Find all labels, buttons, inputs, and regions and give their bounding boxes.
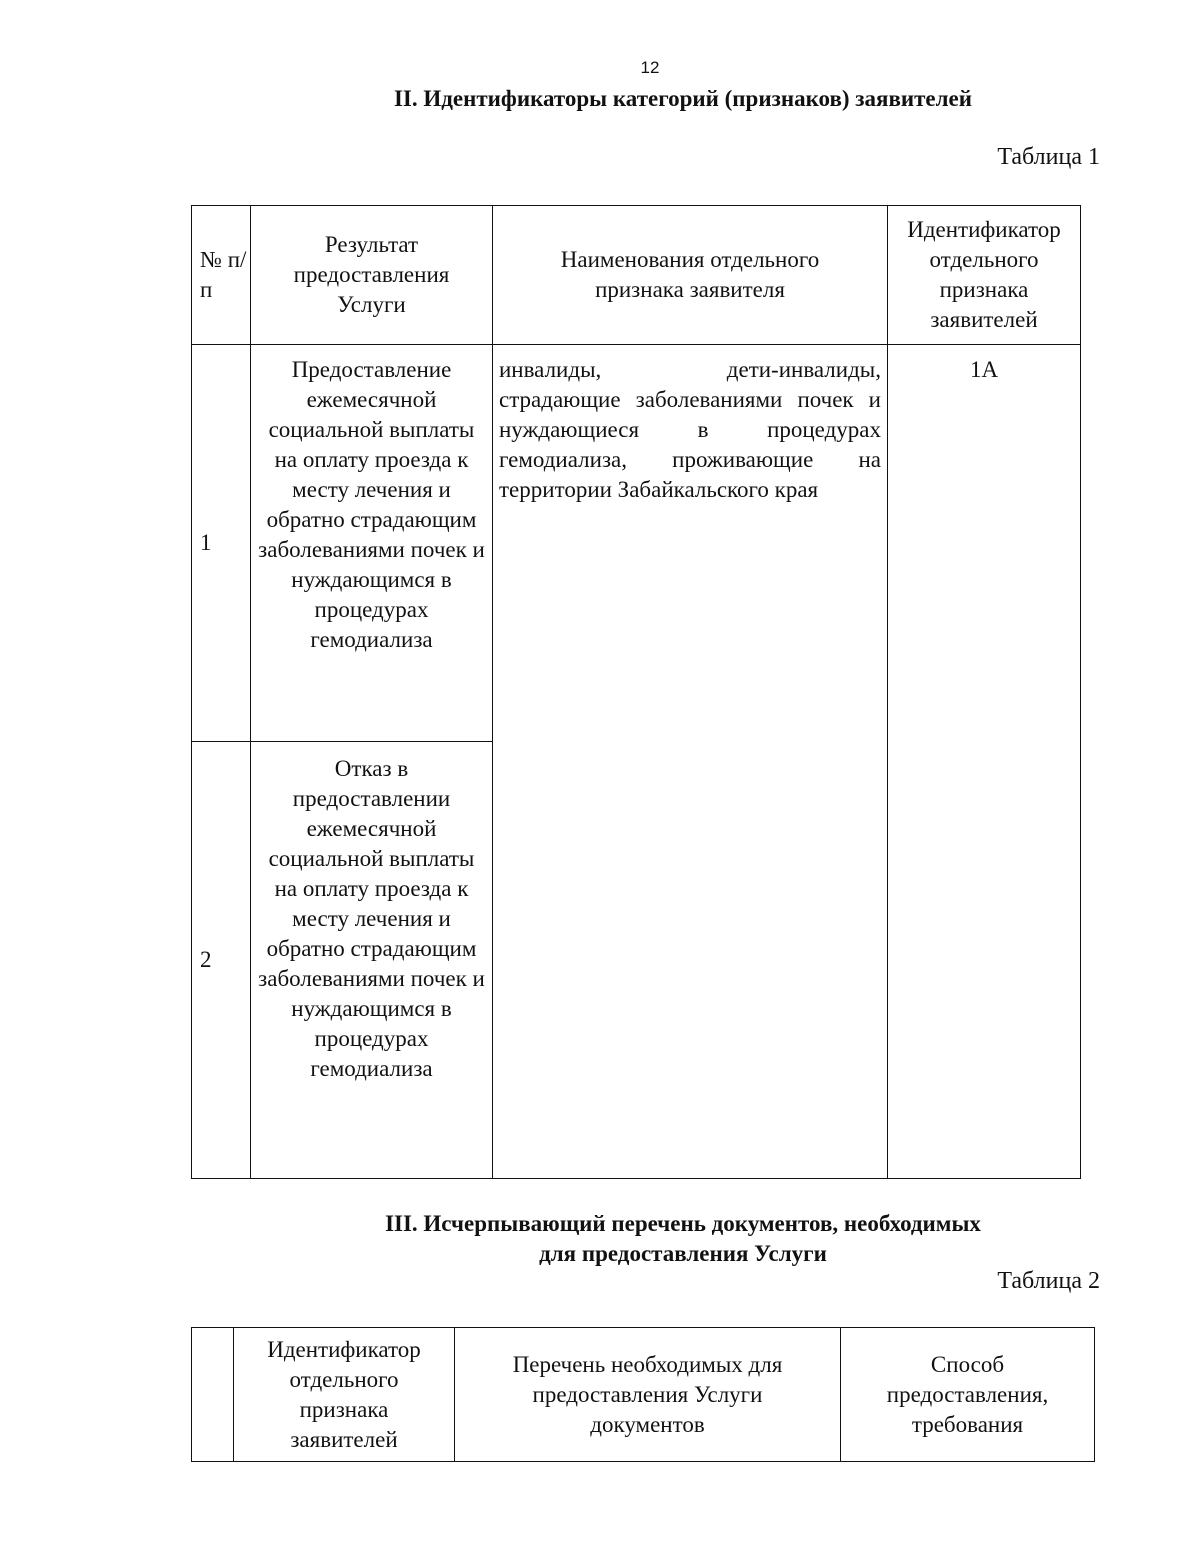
header-num bbox=[192, 1328, 234, 1462]
page-number: 12 bbox=[640, 58, 660, 77]
table-2-caption: Таблица 2 bbox=[997, 1268, 1100, 1294]
section-3-title bbox=[0, 1209, 1200, 1269]
table-1-header-row bbox=[192, 206, 1081, 345]
applicant-categories-table bbox=[191, 205, 1081, 1179]
row-2-num: 2 bbox=[192, 742, 251, 1179]
section-3-title-line-1: III. Исчерпывающий перечень документов, необходимых bbox=[385, 1211, 981, 1236]
identifier-cell: 1А bbox=[888, 345, 1081, 1179]
header-num: № п/п bbox=[192, 206, 251, 345]
section-2-title: II. Идентификаторы категорий (признаков) заявителей bbox=[393, 86, 973, 111]
documents-table bbox=[191, 1327, 1095, 1462]
header-identifier: Идентификатор отдельного признака заявителей bbox=[234, 1328, 455, 1462]
row-2-result: Отказ в предоставлении ежемесячной социальной выплаты на оплату проезда к месту лечения и обратно страдающим заболеваниями почек и нуждающимся в процедурах гемодиализа bbox=[251, 742, 493, 1179]
table-row bbox=[192, 345, 1081, 742]
header-documents: Перечень необходимых для предоставления Услуги документов bbox=[455, 1328, 841, 1462]
header-method: Способ предоставления, требования bbox=[841, 1328, 1095, 1462]
header-result: Результат предоставления Услуги bbox=[251, 206, 493, 345]
row-1-num: 1 bbox=[192, 345, 251, 742]
section-3-title-line-2: для предоставления Услуги bbox=[539, 1241, 827, 1266]
header-identifier: Идентификатор отдельного признака заявителей bbox=[888, 206, 1081, 345]
table-1-caption: Таблица 1 bbox=[997, 144, 1100, 170]
applicant-sign-cell: инвалиды, дети-инвалиды, страдающие заболеваниями почек и нуждающиеся в процедурах гемодиализа, проживающие на территории Забайкальского края bbox=[493, 345, 888, 1179]
header-sign-name: Наименования отдельного признака заявителя bbox=[493, 206, 888, 345]
row-1-result: Предоставление ежемесячной социальной выплаты на оплату проезда к месту лечения и обратно страдающим заболеваниями почек и нуждающимся в процедурах гемодиализа bbox=[251, 345, 493, 742]
table-2-header-row bbox=[192, 1328, 1095, 1462]
